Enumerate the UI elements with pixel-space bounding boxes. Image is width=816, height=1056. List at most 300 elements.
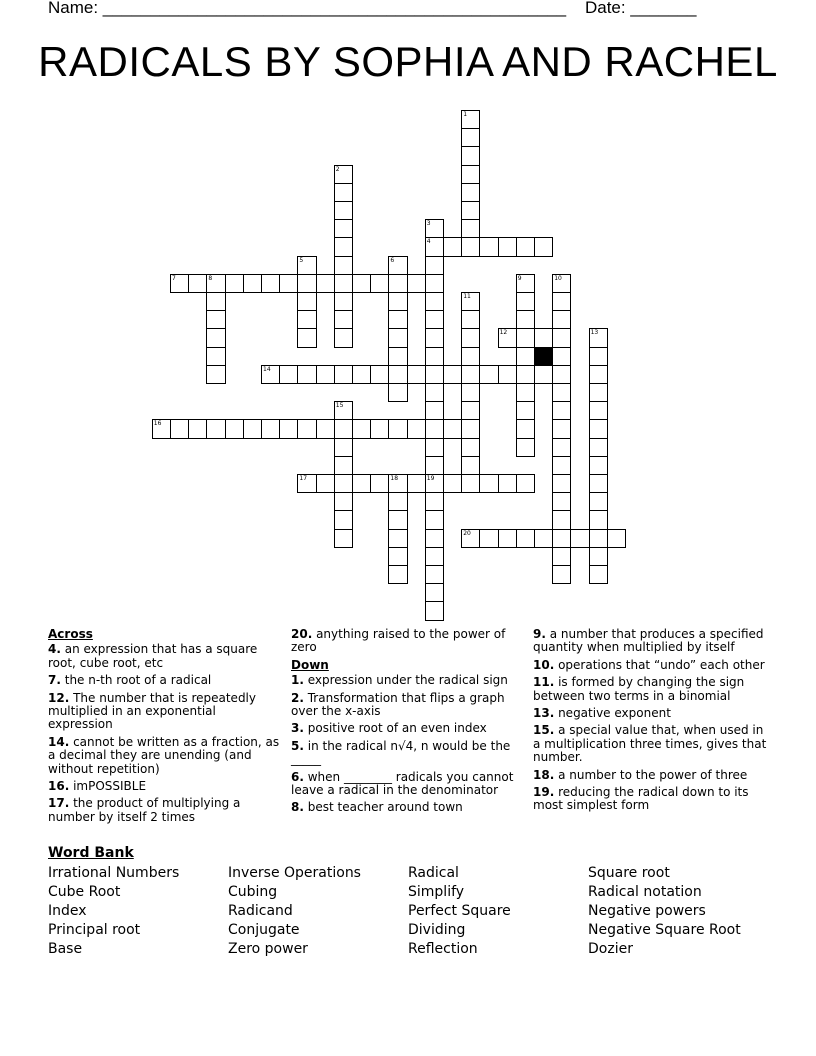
grid-cell[interactable] [498, 365, 517, 384]
grid-cell[interactable] [589, 510, 608, 529]
grid-cell[interactable] [407, 365, 426, 384]
clue-text: anything raised to the power of zero [291, 627, 506, 655]
clue-text: The number that is repeatedly multiplied in an exponential expression [48, 690, 256, 732]
grid-cell[interactable] [425, 383, 444, 402]
clue-text: negative exponent [554, 706, 671, 721]
grid-cell[interactable] [388, 547, 407, 566]
clue-item [48, 643, 280, 670]
grid-cell[interactable] [388, 310, 407, 329]
grid-cell[interactable] [388, 474, 407, 493]
grid-cell[interactable] [479, 474, 498, 493]
grid-cell[interactable] [498, 328, 517, 347]
grid-cell[interactable] [589, 438, 608, 457]
down-clue-list [291, 674, 523, 815]
clue-text: Transformation that flips a graph over the x-axis [291, 690, 505, 719]
clue-number: 9 [517, 274, 522, 282]
grid-cell[interactable] [334, 183, 353, 202]
grid-cell[interactable] [370, 474, 389, 493]
grid-cell[interactable] [316, 419, 335, 438]
grid-cell[interactable] [461, 146, 480, 165]
clue-text: positive root of an even index [303, 721, 487, 736]
grid-cell[interactable] [407, 474, 426, 493]
grid-cell[interactable] [589, 419, 608, 438]
grid-cell[interactable] [516, 310, 535, 329]
grid-cell[interactable] [334, 492, 353, 511]
clue-number: 16. [48, 779, 70, 794]
grid-cell[interactable] [552, 310, 571, 329]
grid-cell[interactable] [206, 365, 225, 384]
clue-item [48, 736, 280, 776]
grid-cell[interactable] [425, 219, 444, 238]
grid-cell[interactable] [498, 237, 517, 256]
clue-number: 6. [291, 769, 304, 784]
grid-cell[interactable] [589, 456, 608, 475]
grid-cell[interactable] [498, 474, 517, 493]
grid-cell[interactable] [552, 292, 571, 311]
grid-cell[interactable] [225, 419, 244, 438]
grid-cell[interactable] [334, 310, 353, 329]
word-bank-column-4 [588, 864, 741, 959]
grid-cell[interactable] [316, 365, 335, 384]
clue-number: 17 [299, 475, 308, 482]
clue-number: 10. [533, 657, 555, 672]
grid-cell[interactable] [297, 328, 316, 347]
grid-cell[interactable] [425, 401, 444, 420]
grid-cell[interactable] [443, 419, 462, 438]
grid-cell[interactable] [388, 510, 407, 529]
grid-cell[interactable] [552, 474, 571, 493]
grid-cell[interactable] [370, 274, 389, 293]
grid-cell[interactable] [334, 474, 353, 493]
grid-cell[interactable] [334, 401, 353, 420]
grid-cell[interactable] [516, 237, 535, 256]
grid-cell[interactable] [261, 365, 280, 384]
clue-text: cannot be written as a fraction, as a decimal they are unending (and without repetition) [48, 734, 280, 776]
word-bank-item: Inverse Operations [228, 865, 361, 881]
word-bank-item: Reflection [408, 941, 478, 957]
clue-number: 6 [390, 256, 395, 264]
clue-item [48, 692, 280, 732]
grid-cell[interactable] [297, 474, 316, 493]
grid-cell[interactable] [334, 274, 353, 293]
word-bank-item: Dividing [408, 922, 466, 938]
grid-cell[interactable] [425, 456, 444, 475]
clue-number: 8. [291, 800, 304, 815]
grid-cell[interactable] [534, 237, 553, 256]
grid-cell[interactable] [425, 529, 444, 548]
clue-number: 11. [533, 675, 555, 690]
grid-cell[interactable] [461, 419, 480, 438]
clue-text: a special value that, when used in a multiplication three times, gives that number. [533, 723, 767, 765]
grid-cell[interactable] [316, 474, 335, 493]
grid-cell[interactable] [461, 456, 480, 475]
grid-cell[interactable] [279, 419, 298, 438]
grid-cell[interactable] [297, 256, 316, 275]
grid-cell[interactable] [206, 310, 225, 329]
word-bank-item: Cubing [228, 884, 278, 900]
down-heading: Down [291, 657, 329, 672]
clue-number: 20. [291, 627, 313, 641]
grid-cell[interactable] [243, 419, 262, 438]
clue-number: 20 [463, 529, 471, 537]
grid-cell[interactable] [425, 419, 444, 438]
grid-cell[interactable] [552, 438, 571, 457]
grid-cell[interactable] [152, 419, 171, 438]
word-bank-item: Radical notation [588, 884, 702, 900]
word-bank-item: Irrational Numbers [48, 865, 180, 881]
grid-cell[interactable] [243, 274, 262, 293]
grid-cell[interactable] [607, 529, 626, 548]
grid-cell[interactable] [297, 292, 316, 311]
clue-number: 2. [291, 690, 304, 705]
grid-cell[interactable] [552, 383, 571, 402]
grid-cell[interactable] [170, 419, 189, 438]
grid-cell[interactable] [388, 383, 407, 402]
grid-cell[interactable] [334, 165, 353, 184]
grid-cell[interactable] [334, 510, 353, 529]
grid-cell[interactable] [516, 347, 535, 366]
grid-cell[interactable] [407, 419, 426, 438]
grid-cell[interactable] [589, 492, 608, 511]
word-bank-item: Base [48, 941, 83, 957]
grid-cell[interactable] [516, 328, 535, 347]
grid-cell[interactable] [388, 292, 407, 311]
grid-cell[interactable] [552, 565, 571, 584]
clue-text: a number to the power of three [554, 767, 748, 782]
word-bank-item: Radical [408, 865, 459, 881]
grid-cell[interactable] [425, 601, 444, 620]
grid-cell[interactable] [388, 492, 407, 511]
grid-cell[interactable] [461, 292, 480, 311]
word-bank-item: Simplify [408, 884, 465, 900]
grid-cell[interactable] [461, 438, 480, 457]
clue-number: 7. [48, 673, 61, 688]
grid-cell[interactable] [570, 529, 589, 548]
blocked-cell [534, 347, 553, 366]
clue-item [291, 674, 523, 687]
grid-cell[interactable] [516, 419, 535, 438]
clue-number: 5 [299, 256, 304, 264]
word-bank-item: Zero power [228, 941, 308, 957]
clue-number: 4 [426, 238, 431, 246]
grid-cell[interactable] [552, 492, 571, 511]
grid-cell[interactable] [552, 419, 571, 438]
grid-cell[interactable] [443, 474, 462, 493]
clue-number: 14. [48, 734, 70, 749]
grid-cell[interactable] [461, 383, 480, 402]
grid-cell[interactable] [425, 583, 444, 602]
clue-item [533, 676, 769, 703]
clue-text: when ________ radicals you cannot leave a radical in the denominator [291, 769, 514, 798]
clue-number: 11 [463, 293, 471, 300]
grid-cell[interactable] [425, 547, 444, 566]
grid-cell[interactable] [388, 419, 407, 438]
page-title: RADICALS BY SOPHIA AND RACHEL [38, 38, 778, 85]
grid-cell[interactable] [297, 365, 316, 384]
clue-text: expression under the radical sign [303, 673, 508, 688]
word-bank-column-3 [408, 864, 511, 959]
grid-cell[interactable] [425, 328, 444, 347]
grid-cell[interactable] [552, 365, 571, 384]
clue-item [291, 771, 523, 798]
clue-item [533, 659, 769, 672]
clue-number: 7 [172, 274, 176, 282]
grid-cell[interactable] [461, 165, 480, 184]
grid-cell[interactable] [334, 438, 353, 457]
grid-cell[interactable] [461, 328, 480, 347]
grid-cell[interactable] [388, 274, 407, 293]
grid-cell[interactable] [516, 365, 535, 384]
grid-cell[interactable] [425, 438, 444, 457]
grid-cell[interactable] [297, 419, 316, 438]
grid-cell[interactable] [334, 201, 353, 220]
grid-cell[interactable] [516, 274, 535, 293]
grid-cell[interactable] [479, 237, 498, 256]
grid-cell[interactable] [589, 383, 608, 402]
grid-cell[interactable] [552, 529, 571, 548]
grid-cell[interactable] [516, 383, 535, 402]
grid-cell[interactable] [407, 274, 426, 293]
grid-cell[interactable] [516, 529, 535, 548]
clue-item [291, 628, 523, 655]
grid-cell[interactable] [188, 419, 207, 438]
grid-cell[interactable] [425, 365, 444, 384]
grid-cell[interactable] [388, 347, 407, 366]
grid-cell[interactable] [425, 474, 444, 493]
clue-number: 15. [533, 723, 555, 738]
grid-cell[interactable] [461, 474, 480, 493]
grid-cell[interactable] [206, 347, 225, 366]
grid-cell[interactable] [352, 419, 371, 438]
word-bank-item: Perfect Square [408, 903, 511, 919]
grid-cell[interactable] [279, 365, 298, 384]
grid-cell[interactable] [589, 547, 608, 566]
word-bank-item: Principal root [48, 922, 141, 938]
grid-cell[interactable] [334, 237, 353, 256]
grid-cell[interactable] [461, 237, 480, 256]
grid-cell[interactable] [461, 529, 480, 548]
clue-item [48, 674, 280, 687]
grid-cell[interactable] [534, 365, 553, 384]
clue-text: an expression that has a square root, cube root, etc [48, 642, 258, 670]
grid-cell[interactable] [388, 256, 407, 275]
grid-cell[interactable] [552, 456, 571, 475]
grid-cell[interactable] [516, 438, 535, 457]
grid-cell[interactable] [352, 474, 371, 493]
grid-cell[interactable] [334, 419, 353, 438]
clue-text: best teacher around town [303, 800, 463, 815]
clue-number: 12 [499, 329, 508, 337]
word-bank-item: Conjugate [228, 922, 300, 938]
grid-cell[interactable] [552, 328, 571, 347]
clue-number: 14 [263, 365, 271, 373]
grid-cell[interactable] [443, 365, 462, 384]
grid-cell[interactable] [425, 237, 444, 256]
clue-number: 12. [48, 690, 70, 705]
clue-number: 18 [390, 475, 399, 482]
clue-number: 2 [335, 165, 340, 173]
clue-number: 15 [335, 402, 344, 410]
clue-item [48, 780, 280, 793]
grid-cell[interactable] [334, 529, 353, 548]
word-bank-item: Cube Root [48, 884, 121, 900]
clue-number: 3. [291, 721, 304, 736]
grid-cell[interactable] [334, 365, 353, 384]
clue-number: 19 [426, 475, 435, 482]
clue-number: 18. [533, 767, 555, 782]
clue-number: 17. [48, 796, 70, 811]
clue-number: 4. [48, 642, 61, 657]
grid-cell[interactable] [425, 256, 444, 275]
name-date-line: Name: _________________________________________________ Date: _______ [48, 0, 697, 17]
clue-text: operations that “undo” each other [554, 657, 765, 672]
grid-cell[interactable] [461, 310, 480, 329]
clue-item [533, 628, 769, 655]
grid-cell[interactable] [461, 183, 480, 202]
clue-number: 1 [463, 111, 468, 118]
clue-text: reducing the radical down to its most simplest form [533, 785, 749, 813]
grid-cell[interactable] [206, 419, 225, 438]
across-clue-list [48, 643, 280, 824]
grid-cell[interactable] [225, 274, 244, 293]
word-bank-item: Dozier [588, 941, 633, 957]
grid-cell[interactable] [461, 219, 480, 238]
word-bank-item: Index [48, 903, 87, 919]
word-bank-column-1 [48, 864, 179, 959]
grid-cell[interactable] [334, 328, 353, 347]
grid-cell[interactable] [352, 274, 371, 293]
clue-number: 10 [554, 274, 562, 282]
word-bank-column-2 [228, 864, 361, 959]
clue-number: 19. [533, 785, 555, 800]
word-bank-item: Square root [588, 865, 670, 881]
across-heading: Across [48, 627, 93, 641]
clue-item [291, 740, 523, 767]
clue-number: 8 [208, 274, 213, 282]
grid-cell[interactable] [279, 274, 298, 293]
clue-text: a number that produces a specified quantity when multiplied by itself [533, 627, 764, 655]
grid-cell[interactable] [388, 529, 407, 548]
grid-cell[interactable] [534, 328, 553, 347]
grid-cell[interactable] [334, 219, 353, 238]
grid-cell[interactable] [261, 274, 280, 293]
grid-cell[interactable] [552, 274, 571, 293]
grid-cell[interactable] [206, 292, 225, 311]
grid-cell[interactable] [461, 110, 480, 129]
grid-cell[interactable] [461, 347, 480, 366]
across-clue-list-continued [291, 628, 523, 655]
grid-cell[interactable] [589, 328, 608, 347]
grid-cell[interactable] [388, 365, 407, 384]
grid-cell[interactable] [334, 292, 353, 311]
grid-cell[interactable] [589, 474, 608, 493]
clue-number: 13. [533, 706, 555, 721]
grid-cell[interactable] [425, 492, 444, 511]
grid-cell[interactable] [188, 274, 207, 293]
word-bank-title: Word Bank [48, 845, 134, 861]
grid-cell[interactable] [461, 201, 480, 220]
grid-cell[interactable] [425, 510, 444, 529]
grid-cell[interactable] [425, 310, 444, 329]
clue-number: 13 [590, 329, 599, 337]
grid-cell[interactable] [170, 274, 189, 293]
grid-cell[interactable] [589, 347, 608, 366]
grid-cell[interactable] [334, 456, 353, 475]
grid-cell[interactable] [589, 565, 608, 584]
grid-cell[interactable] [206, 274, 225, 293]
clue-text: imPOSSIBLE [69, 779, 147, 794]
clue-item [48, 797, 280, 824]
clue-number: 5. [291, 738, 304, 753]
clue-item [533, 769, 769, 782]
grid-cell[interactable] [425, 347, 444, 366]
grid-cell[interactable] [316, 274, 335, 293]
grid-cell[interactable] [297, 274, 316, 293]
grid-cell[interactable] [552, 510, 571, 529]
grid-cell[interactable] [334, 256, 353, 275]
grid-cell[interactable] [552, 547, 571, 566]
grid-cell[interactable] [352, 365, 371, 384]
grid-cell[interactable] [297, 310, 316, 329]
clue-text: the n-th root of a radical [60, 673, 212, 688]
clue-number: 9. [533, 627, 546, 641]
clues-column-2 [291, 628, 523, 819]
clue-number: 1. [291, 673, 304, 688]
grid-cell[interactable] [552, 347, 571, 366]
clue-text: in the radical n√4, n would be the _____ [291, 738, 511, 767]
word-bank-item: Negative Square Root [588, 922, 741, 938]
clue-text: is formed by changing the sign between two terms in a binomial [533, 675, 745, 703]
clue-item [533, 724, 769, 764]
grid-cell[interactable] [370, 365, 389, 384]
grid-cell[interactable] [461, 128, 480, 147]
clues-column-1 [48, 628, 280, 828]
clue-item [533, 786, 769, 813]
grid-cell[interactable] [516, 292, 535, 311]
grid-cell[interactable] [425, 292, 444, 311]
clues-column-3 [533, 628, 769, 817]
grid-cell[interactable] [461, 401, 480, 420]
grid-cell[interactable] [516, 401, 535, 420]
grid-cell[interactable] [206, 328, 225, 347]
grid-cell[interactable] [370, 419, 389, 438]
grid-cell[interactable] [479, 365, 498, 384]
clue-item [291, 692, 523, 719]
grid-cell[interactable] [479, 529, 498, 548]
grid-cell[interactable] [589, 529, 608, 548]
grid-cell[interactable] [425, 274, 444, 293]
grid-cell[interactable] [498, 529, 517, 548]
clue-number: 3 [426, 220, 431, 228]
down-clue-list-continued [533, 628, 769, 813]
grid-cell[interactable] [516, 474, 535, 493]
grid-cell[interactable] [388, 565, 407, 584]
grid-cell[interactable] [589, 365, 608, 384]
grid-cell[interactable] [461, 365, 480, 384]
grid-cell[interactable] [443, 237, 462, 256]
grid-cell[interactable] [261, 419, 280, 438]
clue-text: the product of multiplying a number by itself 2 times [48, 796, 241, 824]
grid-cell[interactable] [388, 328, 407, 347]
clue-item [291, 722, 523, 735]
clue-number: 16 [153, 420, 162, 428]
grid-cell[interactable] [425, 565, 444, 584]
clue-item [533, 707, 769, 720]
grid-cell[interactable] [534, 529, 553, 548]
grid-cell[interactable] [552, 401, 571, 420]
grid-cell[interactable] [589, 401, 608, 420]
clue-item [291, 801, 523, 814]
